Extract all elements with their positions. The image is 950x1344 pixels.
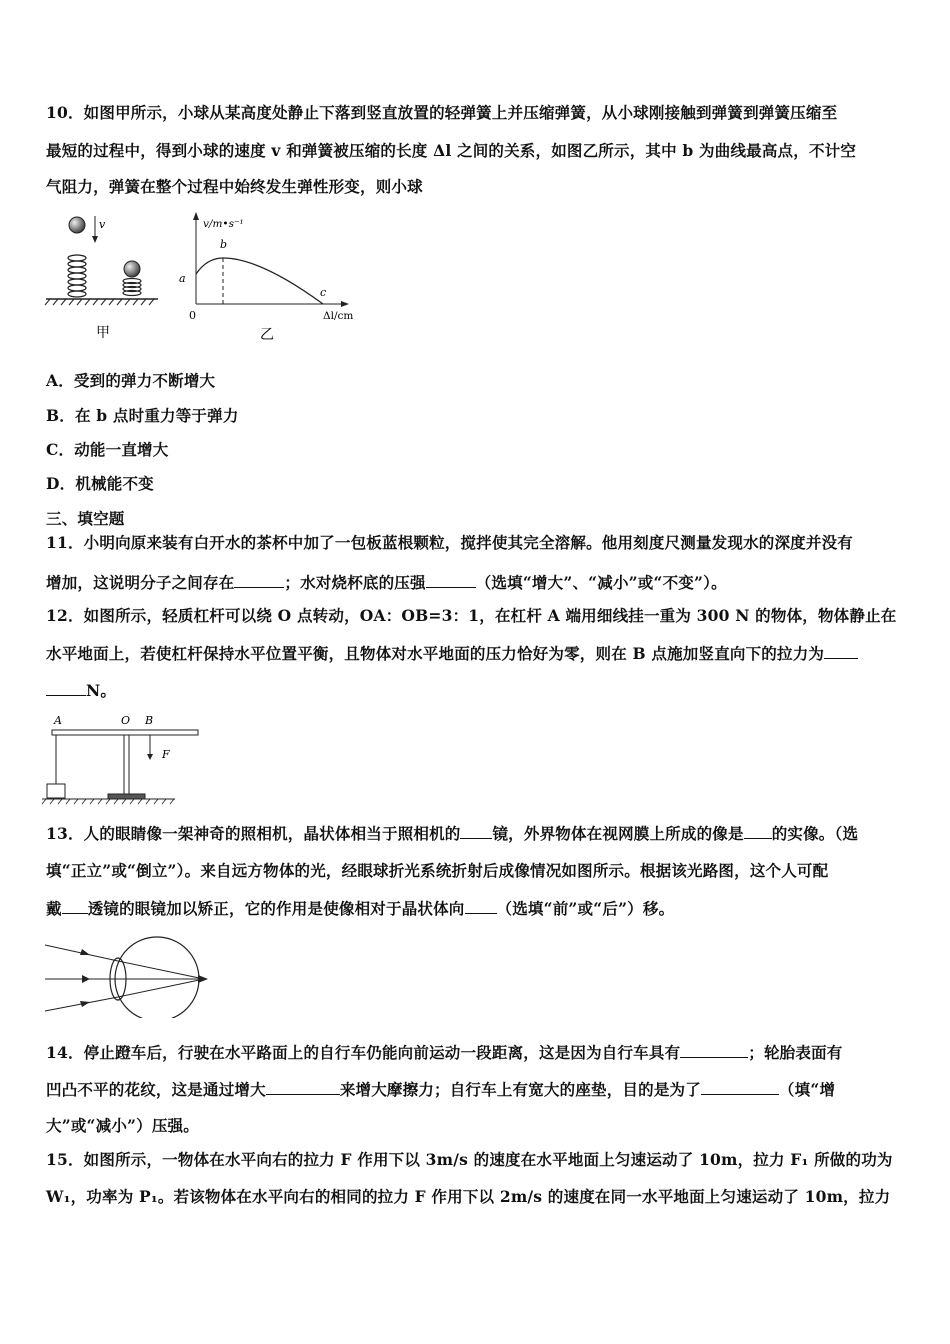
q12-text-b: N。 xyxy=(86,681,117,700)
figure-lever xyxy=(40,708,205,808)
q10-option-c: C．动能一直增大 xyxy=(46,440,169,459)
section-heading: 三、填空题 xyxy=(46,509,125,528)
q12-line-2 xyxy=(46,643,858,664)
q15-line-1: 15．如图所示，一物体在水平向右的拉力 F 作用下以 3m/s 的速度在水平地面上匀速运动了 10m，拉力 F₁ 所做的功为 xyxy=(46,1150,893,1169)
figure-eye xyxy=(42,928,214,1018)
q10-line-1: 10．如图甲所示，小球从某高度处静止下落到竖直放置的轻弹簧上并压缩弹簧，从小球刚接触到弹簧到弹簧压缩至 xyxy=(46,103,838,122)
focus-arrow xyxy=(198,975,208,983)
y-axis-label: v/m•s⁻¹ xyxy=(203,218,244,230)
caption-yi: 乙 xyxy=(260,327,274,343)
q14-blank-2[interactable] xyxy=(266,1079,340,1095)
q10-line-3: 气阻力，弹簧在整个过程中始终发生弹性形变，则小球 xyxy=(46,177,423,196)
q14-text-e: （填“增 xyxy=(778,1080,836,1099)
support-base xyxy=(108,794,145,799)
weight-block xyxy=(47,784,65,798)
label-a: A xyxy=(54,714,62,727)
q10-option-b: B．在 b 点时重力等于弹力 xyxy=(46,406,239,425)
q14-line-3: 大”或“减小”）压强。 xyxy=(46,1116,199,1135)
q13-line-2: 填“正立”或“倒立”）。来自远方物体的光，经眼球折光系统折射后成像情况如图所示。根据该光路图，这个人可配 xyxy=(46,861,829,880)
q13-blank-1[interactable] xyxy=(460,823,492,839)
q14-blank-1[interactable] xyxy=(680,1042,748,1058)
point-c-label: c xyxy=(320,286,327,299)
q14-text-b: ；轮胎表面有 xyxy=(748,1043,843,1062)
q13-blank-3[interactable] xyxy=(62,898,88,914)
q14-text-c: 凹凸不平的花纹，这是通过增大 xyxy=(46,1080,266,1099)
q14-line-2 xyxy=(46,1079,835,1100)
q13-text-c: 的实像。（选 xyxy=(771,824,859,843)
q11-text-c: （选填“增大”、“减小”或“不变”）。 xyxy=(475,573,727,592)
q12-blank-part-2[interactable] xyxy=(46,680,86,696)
caption-jia: 甲 xyxy=(96,325,110,341)
q13-text-f: （选填“前”或“后”）移。 xyxy=(496,899,675,918)
q11-text-a: 增加，这说明分子之间存在 xyxy=(46,573,235,592)
q13-text-d: 戴 xyxy=(46,899,62,918)
q11-blank-1[interactable] xyxy=(234,572,284,588)
eyeball xyxy=(115,937,199,1018)
x-axis-label: Δl/cm xyxy=(323,310,354,322)
label-o: O xyxy=(121,714,131,727)
label-f: F xyxy=(162,748,170,761)
q14-line-1 xyxy=(46,1042,842,1063)
q14-text-a: 14．停止蹬车后，行驶在水平路面上的自行车仍能向前运动一段距离，这是因为自行车具有 xyxy=(46,1043,681,1062)
q14-blank-3[interactable] xyxy=(701,1079,779,1095)
figure-jia xyxy=(40,206,170,346)
q13-text-e: 透镜的眼镜加以矫正，它的作用是使像相对于晶状体向 xyxy=(87,899,465,918)
falling-ball xyxy=(69,217,85,233)
q13-text-b: 镜，外界物体在视网膜上所成的像是 xyxy=(492,824,744,843)
label-b: B xyxy=(145,714,154,727)
point-a-label: a xyxy=(179,272,186,285)
lever-bar xyxy=(52,730,198,735)
origin-label: 0 xyxy=(189,309,196,322)
q14-text-d: 来增大摩擦力；自行车上有宽大的座垫，目的是为了 xyxy=(339,1080,701,1099)
q13-line-3 xyxy=(46,898,674,919)
spring-uncompressed xyxy=(68,255,86,297)
q12-blank-part-1[interactable] xyxy=(824,643,858,659)
q10-line-2: 最短的过程中，得到小球的速度 v 和弹簧被压缩的长度 Δl 之间的关系，如图乙所示，其中 b 为曲线最高点，不计空 xyxy=(46,141,857,160)
q11-line-2 xyxy=(46,572,727,593)
q10-option-a: A．受到的弹力不断增大 xyxy=(46,371,216,390)
q12-line-1: 12．如图所示，轻质杠杆可以绕 O 点转动，OA：OB=3：1，在杠杆 A 端用细线挂一重为 300 N 的物体，物体静止在 xyxy=(46,606,897,625)
point-b-label: b xyxy=(220,238,228,251)
q13-text-a: 13．人的眼睛像一架神奇的照相机，晶状体相当于照相机的 xyxy=(46,824,461,843)
q13-line-1 xyxy=(46,823,858,844)
velocity-label: v xyxy=(99,218,106,231)
q11-blank-2[interactable] xyxy=(426,572,476,588)
figure-yi xyxy=(175,206,370,346)
q10-option-d: D．机械能不变 xyxy=(46,474,154,493)
velocity-curve xyxy=(196,258,323,304)
q12-text-a: 水平地面上，若使杠杆保持水平位置平衡，且物体对水平地面的压力恰好为零，则在 B 点施加竖直向下的拉力为 xyxy=(46,644,825,663)
ball-on-spring xyxy=(124,261,140,277)
q13-blank-4[interactable] xyxy=(465,898,497,914)
q13-blank-2[interactable] xyxy=(744,823,772,839)
spring-compressed xyxy=(123,279,141,296)
q11-text-b: ；水对烧杯底的压强 xyxy=(284,573,426,592)
q12-line-3 xyxy=(46,680,116,701)
q15-line-2: W₁，功率为 P₁。若该物体在水平向右的相同的拉力 F 作用下以 2m/s 的速度在同一水平地面上匀速运动了 10m，拉力 xyxy=(46,1187,891,1206)
q11-line-1: 11．小明向原来装有白开水的茶杯中加了一包板蓝根颗粒，搅拌使其完全溶解。他用刻度尺测量发现水的深度并没有 xyxy=(46,533,853,552)
support-post xyxy=(124,735,129,798)
